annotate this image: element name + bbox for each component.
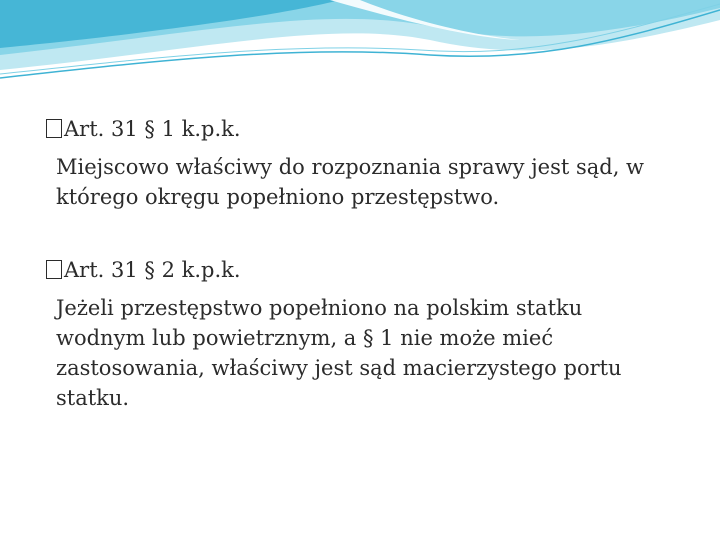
- bullet-box-icon: [46, 119, 62, 138]
- article-heading-2: [46, 258, 241, 282]
- article-heading-text: Art. 31 § 1 k.p.k.: [64, 117, 241, 141]
- article-heading-text: Art. 31 § 2 k.p.k.: [64, 258, 241, 282]
- bullet-box-icon: [46, 260, 62, 279]
- article-body-2: Jeżeli przestępstwo popełniono na polskim statku wodnym lub powietrznym, a § 1 nie może mieć zastosowania, właściwy jest sąd macierzystego portu statku.: [56, 296, 622, 410]
- article-heading-1: [46, 117, 241, 141]
- article-body-1: Miejscowo właściwy do rozpoznania sprawy jest sąd, w którego okręgu popełniono przestępstwo.: [56, 155, 645, 209]
